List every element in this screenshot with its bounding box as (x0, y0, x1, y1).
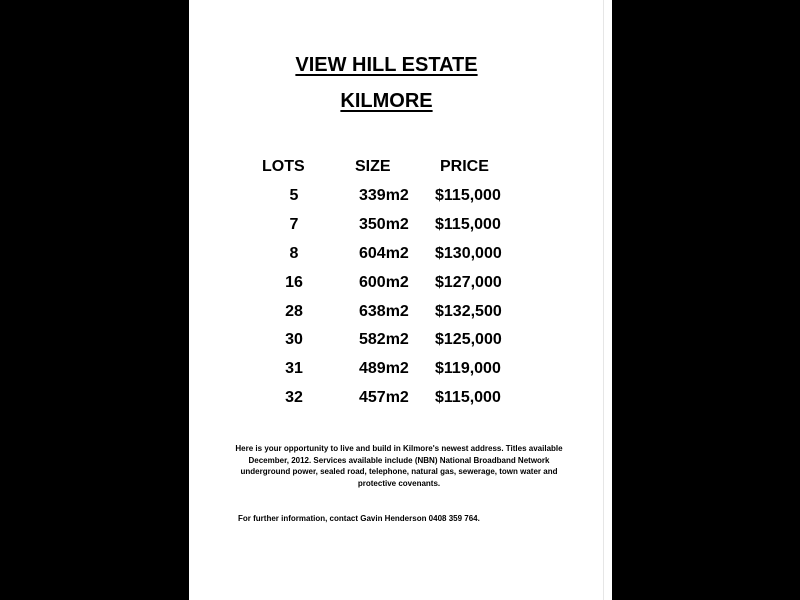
lot-price: $115,000 (435, 216, 501, 233)
header-size: SIZE (355, 158, 391, 175)
contact-line: For further information, contact Gavin Henderson 0408 359 764. (238, 514, 480, 523)
table-row (189, 186, 612, 206)
lot-price: $130,000 (435, 245, 502, 262)
table-row (189, 273, 612, 293)
table-row (189, 215, 612, 235)
lot-size: 582m2 (359, 331, 409, 348)
lot-number: 7 (289, 216, 299, 233)
lot-size: 600m2 (359, 274, 409, 291)
lot-number: 30 (285, 331, 303, 348)
lot-number: 16 (285, 274, 303, 291)
lot-number: 8 (289, 245, 299, 262)
document-title: VIEW HILL ESTATE (295, 54, 478, 76)
lot-size: 457m2 (359, 389, 409, 406)
lot-size: 638m2 (359, 303, 409, 320)
lot-price: $115,000 (435, 389, 501, 406)
document-page (189, 0, 612, 600)
lot-size: 339m2 (359, 187, 409, 204)
table-row (189, 388, 612, 408)
lot-number: 28 (285, 303, 303, 320)
lot-number: 5 (289, 187, 299, 204)
lot-price: $125,000 (435, 331, 502, 348)
lot-number: 31 (285, 360, 303, 377)
lot-price: $119,000 (435, 360, 501, 377)
table-row (189, 330, 612, 350)
header-price: PRICE (440, 158, 489, 175)
header-lots: LOTS (262, 158, 305, 175)
table-row (189, 359, 612, 379)
table-row (189, 302, 612, 322)
lot-price: $115,000 (435, 187, 501, 204)
lot-size: 604m2 (359, 245, 409, 262)
table-row (189, 244, 612, 264)
lot-size: 489m2 (359, 360, 409, 377)
page-edge-line (603, 0, 604, 600)
description-paragraph: Here is your opportunity to live and build in Kilmore's newest address. Titles available December, 2012. Services available include (NBN) National Broadband Network underground power, sealed road, telephone, natural gas, sewerage, town water and protective covenants. (235, 444, 563, 488)
lot-number: 32 (285, 389, 303, 406)
lot-price: $132,500 (435, 303, 502, 320)
lot-price: $127,000 (435, 274, 502, 291)
document-subtitle: KILMORE (340, 90, 433, 112)
lot-size: 350m2 (359, 216, 409, 233)
